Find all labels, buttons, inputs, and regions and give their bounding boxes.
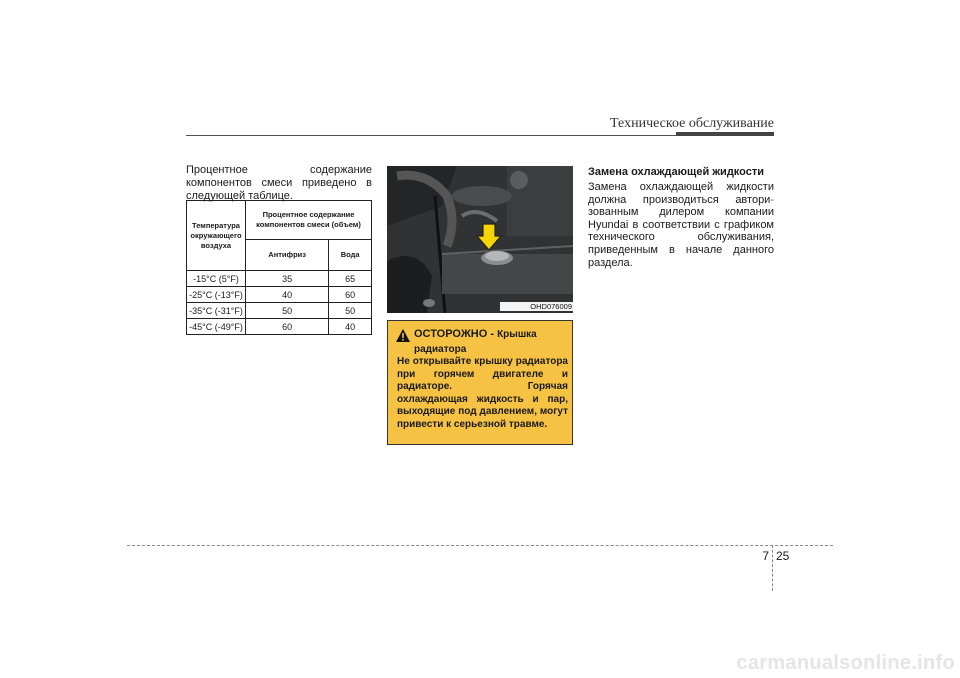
footer-divider xyxy=(127,545,833,546)
cell-antifreeze: 60 xyxy=(246,319,329,335)
coolant-text-hyphen: - xyxy=(770,193,774,206)
table-row xyxy=(187,287,372,303)
cell-temperature: -25°C (-13°F) xyxy=(187,287,246,303)
cell-temperature: -35°C (-31°F) xyxy=(187,303,246,319)
footer-vertical-divider xyxy=(772,545,773,591)
cell-water: 60 xyxy=(329,287,372,303)
header-antifreeze: Антифриз xyxy=(246,240,329,271)
table-header-row xyxy=(187,201,372,240)
coolant-replacement-heading: Замена охлаждающей жидкости xyxy=(588,166,765,178)
cell-water: 40 xyxy=(329,319,372,335)
page-number: 25 xyxy=(776,549,790,563)
warning-title: ОСТОРОЖНО - xyxy=(414,328,494,340)
warning-subtitle: Крышка радиатора xyxy=(414,329,537,355)
cell-antifreeze: 40 xyxy=(246,287,329,303)
table-row xyxy=(187,271,372,287)
intro-paragraph: Процентное содержание компонентов смеси приведено в следующей таблице. xyxy=(186,164,372,202)
cell-water: 65 xyxy=(329,271,372,287)
cell-water: 50 xyxy=(329,303,372,319)
cell-temperature: -45°C (-49°F) xyxy=(187,319,246,335)
table-row xyxy=(187,303,372,319)
radiator-cap-illustration xyxy=(387,166,573,313)
warning-body: Не открывайте крышку радиатора при горячем двигателе и радиаторе. Горячая охлаждающая жидкость и пар, выходящие под давлением, могут привести к серьезной травме. xyxy=(397,356,568,430)
watermark: carmanualsonline.info xyxy=(736,652,955,674)
coolant-text-part-b: зованным дилером компании Hyundai в соответствии с графиком технического обслуживания, приведенным в начале данного раздела. xyxy=(588,206,774,269)
engine-bay-photo xyxy=(387,166,573,313)
cell-antifreeze: 50 xyxy=(246,303,329,319)
header-temperature: Температура окружающего воздуха xyxy=(187,201,246,271)
warning-heading xyxy=(414,327,574,357)
chapter-number: 7 xyxy=(762,549,769,563)
coolant-mix-table xyxy=(186,200,372,335)
table-row xyxy=(187,319,372,335)
warning-box xyxy=(387,320,573,445)
header-rule-accent xyxy=(676,132,774,136)
header-water: Вода xyxy=(329,240,372,271)
coolant-text-part-a: Замена охлаждающей жидкости должна производиться автори xyxy=(588,181,774,206)
coolant-replacement-text xyxy=(588,181,774,269)
header-percentage-group: Процентное содержание компонентов смеси (объем) xyxy=(246,201,372,240)
photo-caption: OHD076009 xyxy=(500,302,574,311)
warning-triangle-icon xyxy=(396,329,410,342)
cell-antifreeze: 35 xyxy=(246,271,329,287)
cell-temperature: -15°C (5°F) xyxy=(187,271,246,287)
section-title: Техническое обслуживание xyxy=(610,116,774,131)
